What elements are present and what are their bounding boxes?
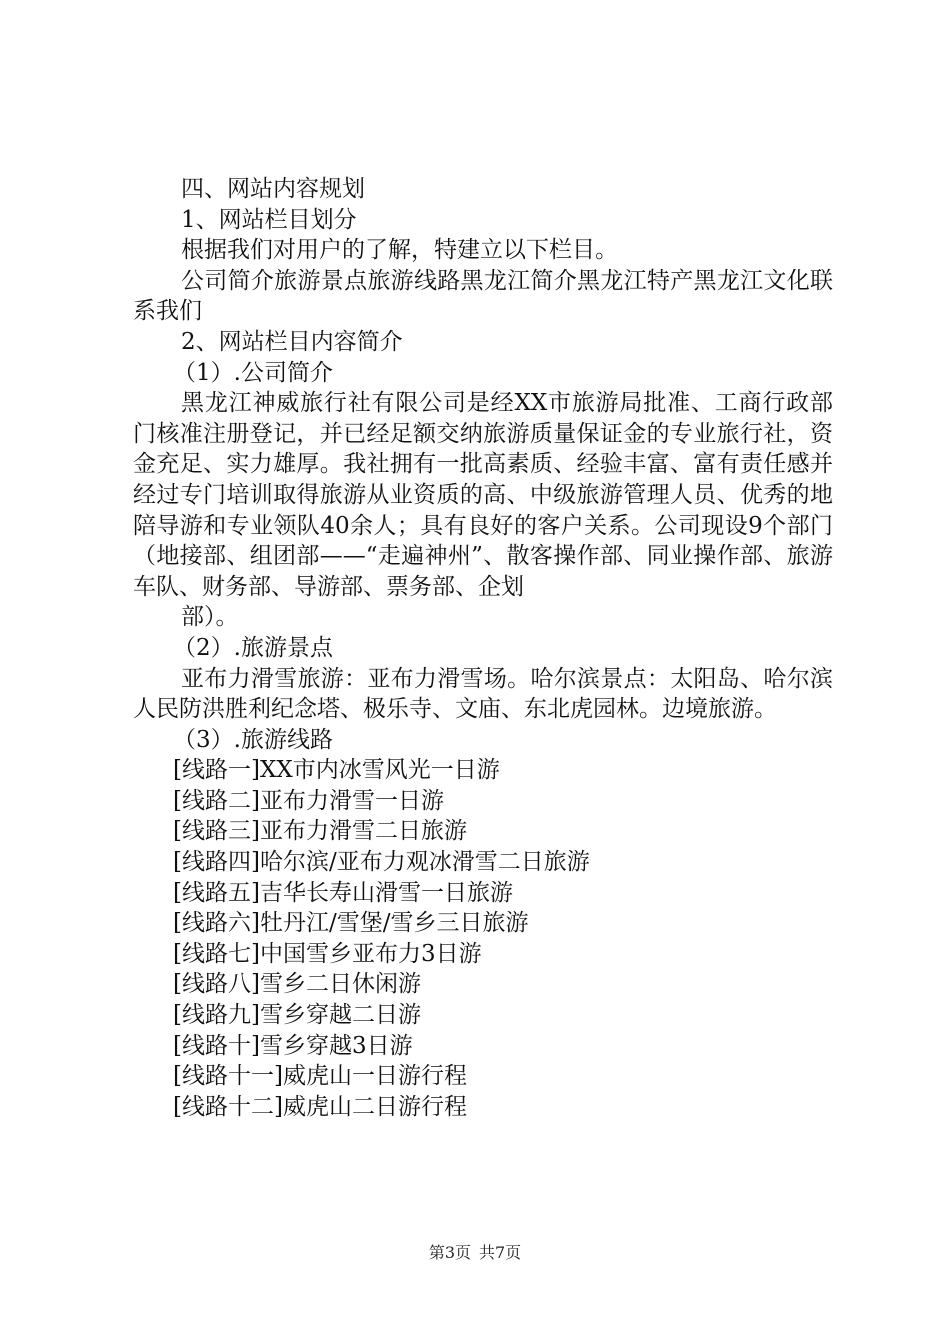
route-item: [线路十一]威虎山一日游行程	[173, 1063, 467, 1090]
sub-item-title: （1）.公司简介	[173, 359, 333, 386]
routes-list	[133, 755, 833, 1122]
route-item: [线路一]XX市内冰雪风光一日游	[173, 757, 500, 784]
route-item: [线路三]亚布力滑雪二日旅游	[173, 818, 467, 845]
page-number-total: 共7页	[479, 1243, 522, 1262]
route-item: [线路十]雪乡穿越3日游	[173, 1032, 413, 1059]
route-item: [线路九]雪乡穿越二日游	[173, 1002, 421, 1029]
subsection-heading: 1、网站栏目划分	[181, 206, 357, 233]
route-item: [线路二]亚布力滑雪一日游	[173, 787, 444, 814]
subsection-heading: 2、网站栏目内容简介	[181, 328, 403, 355]
company-profile-end: 部）。	[181, 604, 239, 631]
intro-paragraph: 根据我们对用户的了解，特建立以下栏目。	[181, 237, 618, 264]
route-item: [线路四]哈尔滨/亚布力观冰滑雪二日旅游	[173, 849, 590, 876]
sub-item-title: （2）.旅游景点	[173, 634, 333, 661]
columns-paragraph: 公司简介旅游景点旅游线路黑龙江简介黑龙江特产黑龙江文化联系我们	[133, 267, 833, 325]
route-item: [线路八]雪乡二日休闲游	[173, 971, 421, 998]
section-heading: 四、网站内容规划	[181, 176, 365, 202]
route-item: [线路七]中国雪乡亚布力3日游	[173, 940, 482, 967]
route-item: [线路十二]威虎山二日游行程	[173, 1093, 467, 1120]
sub-item-title: （3）.旅游线路	[173, 726, 333, 753]
document-body	[133, 174, 833, 1122]
page-footer	[0, 1242, 950, 1264]
attractions-paragraph: 亚布力滑雪旅游：亚布力滑雪场。哈尔滨景点：太阳岛、哈尔滨人民防洪胜利纪念塔、极乐寺、文庙、东北虎园林。边境旅游。	[133, 665, 833, 723]
company-profile-paragraph: 黑龙江神威旅行社有限公司是经XX市旅游局批准、工商行政部门核准注册登记，并已经足额交纳旅游质量保证金的专业旅行社，资金充足、实力雄厚。我社拥有一批高素质、经验丰富、富有责任感并经过专门培训取得旅游从业资质的高、中级旅游管理人员、优秀的地陪导游和专业领队40余人；具有良好的客户关系。公司现设9个部门（地接部、组团部——“走遍神州”、散客操作部、同业操作部、旅游车队、财务部、导游部、票务部、企划	[133, 390, 833, 600]
route-item: [线路五]吉华长寿山滑雪一日旅游	[173, 879, 513, 906]
route-item: [线路六]牡丹江/雪堡/雪乡三日旅游	[173, 910, 529, 937]
page-number-current: 第3页	[428, 1243, 471, 1262]
